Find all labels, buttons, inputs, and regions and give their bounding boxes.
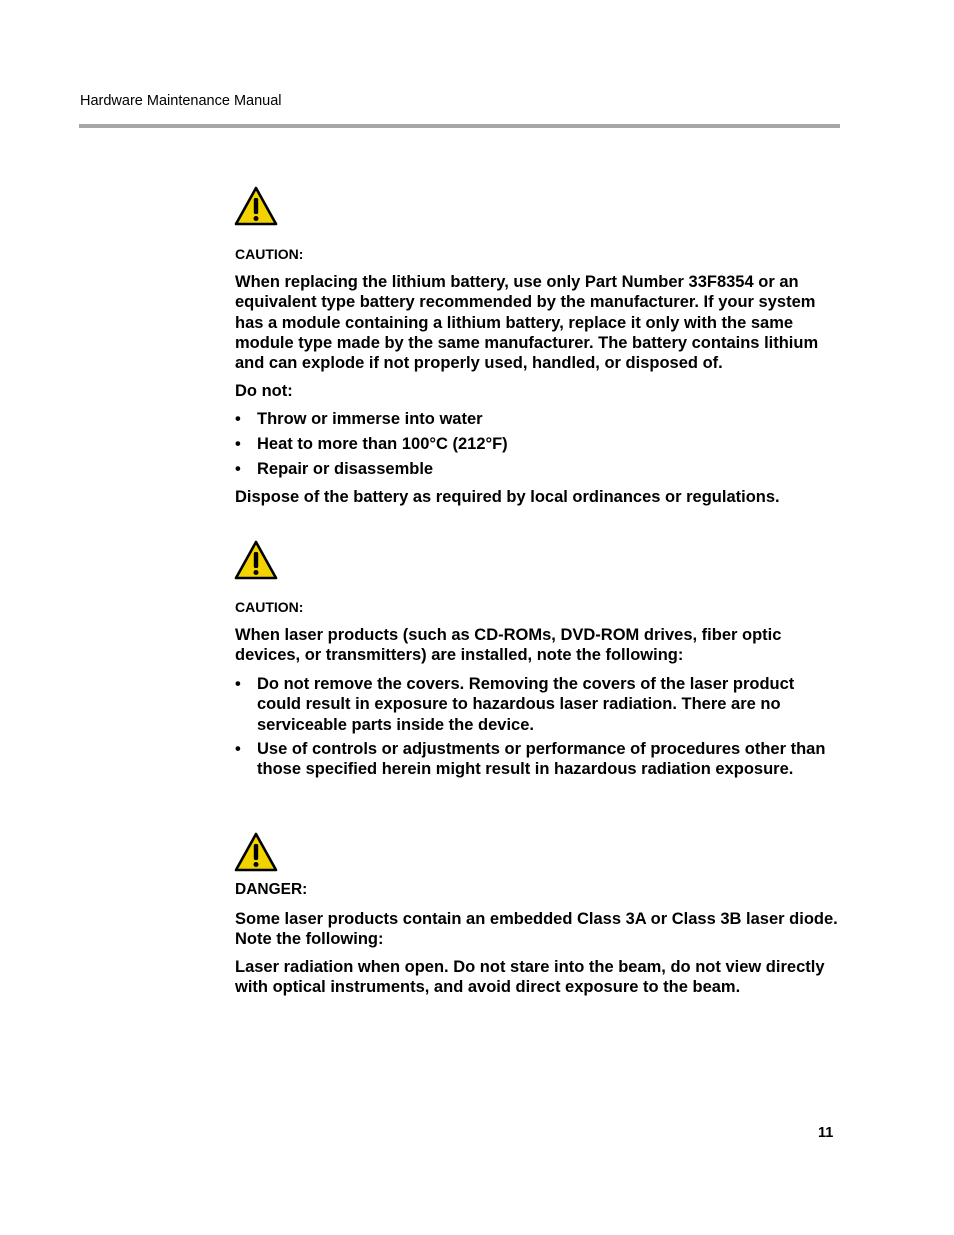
disposal-text: Dispose of the battery as required by local ordinances or regulations. <box>235 488 780 506</box>
page-number: 11 <box>818 1125 834 1141</box>
do-not-heading: Do not: <box>235 382 293 400</box>
caution-label: CAUTION: <box>235 599 304 615</box>
danger-label: DANGER: <box>235 881 308 898</box>
caution-label: CAUTION: <box>235 246 304 262</box>
bullet-marker: • <box>235 410 241 428</box>
warning-triangle-icon <box>234 186 278 226</box>
warning-triangle-icon <box>234 832 278 872</box>
list-item-text: Use of controls or adjustments or performance of procedures other than those specified herein might result in hazardous radiation exposure. <box>257 740 826 779</box>
list-item <box>235 409 840 429</box>
bullet-marker: • <box>235 460 241 478</box>
warning-triangle-icon <box>234 540 278 580</box>
bullet-marker: • <box>235 675 241 693</box>
bullet-marker: • <box>235 740 241 758</box>
list-item <box>235 674 840 735</box>
list-item-text: Repair or disassemble <box>257 460 434 478</box>
list-item <box>235 739 840 780</box>
bullet-marker: • <box>235 435 241 453</box>
laser-caution-text: When laser products (such as CD-ROMs, DVD-ROM drives, fiber optic devices, or transmitters) are installed, note the following: <box>235 626 782 665</box>
laser-danger-text: Some laser products contain an embedded Class 3A or Class 3B laser diode. Note the following: <box>235 910 838 949</box>
list-item-text: Do not remove the covers. Removing the covers of the laser product could result in exposure to hazardous laser radiation. There are no serviceable parts inside the device. <box>257 675 795 734</box>
battery-caution-text: When replacing the lithium battery, use only Part Number 33F8354 or an equivalent type battery recommended by the manufacturer. If your system has a module containing a lithium battery, replace it only with the same module type made by the same manufacturer. The battery contains lithium and can explode if not properly used, handled, or disposed of. <box>235 273 819 373</box>
laser-radiation-text: Laser radiation when open. Do not stare into the beam, do not view directly with optical instruments, and avoid direct exposure to the beam. <box>235 958 825 997</box>
list-item-text: Heat to more than 100°C (212°F) <box>257 435 508 453</box>
list-item <box>235 459 840 479</box>
running-header: Hardware Maintenance Manual <box>80 93 282 109</box>
header-rule <box>79 124 840 128</box>
list-item-text: Throw or immerse into water <box>257 410 483 428</box>
list-item <box>235 434 840 454</box>
